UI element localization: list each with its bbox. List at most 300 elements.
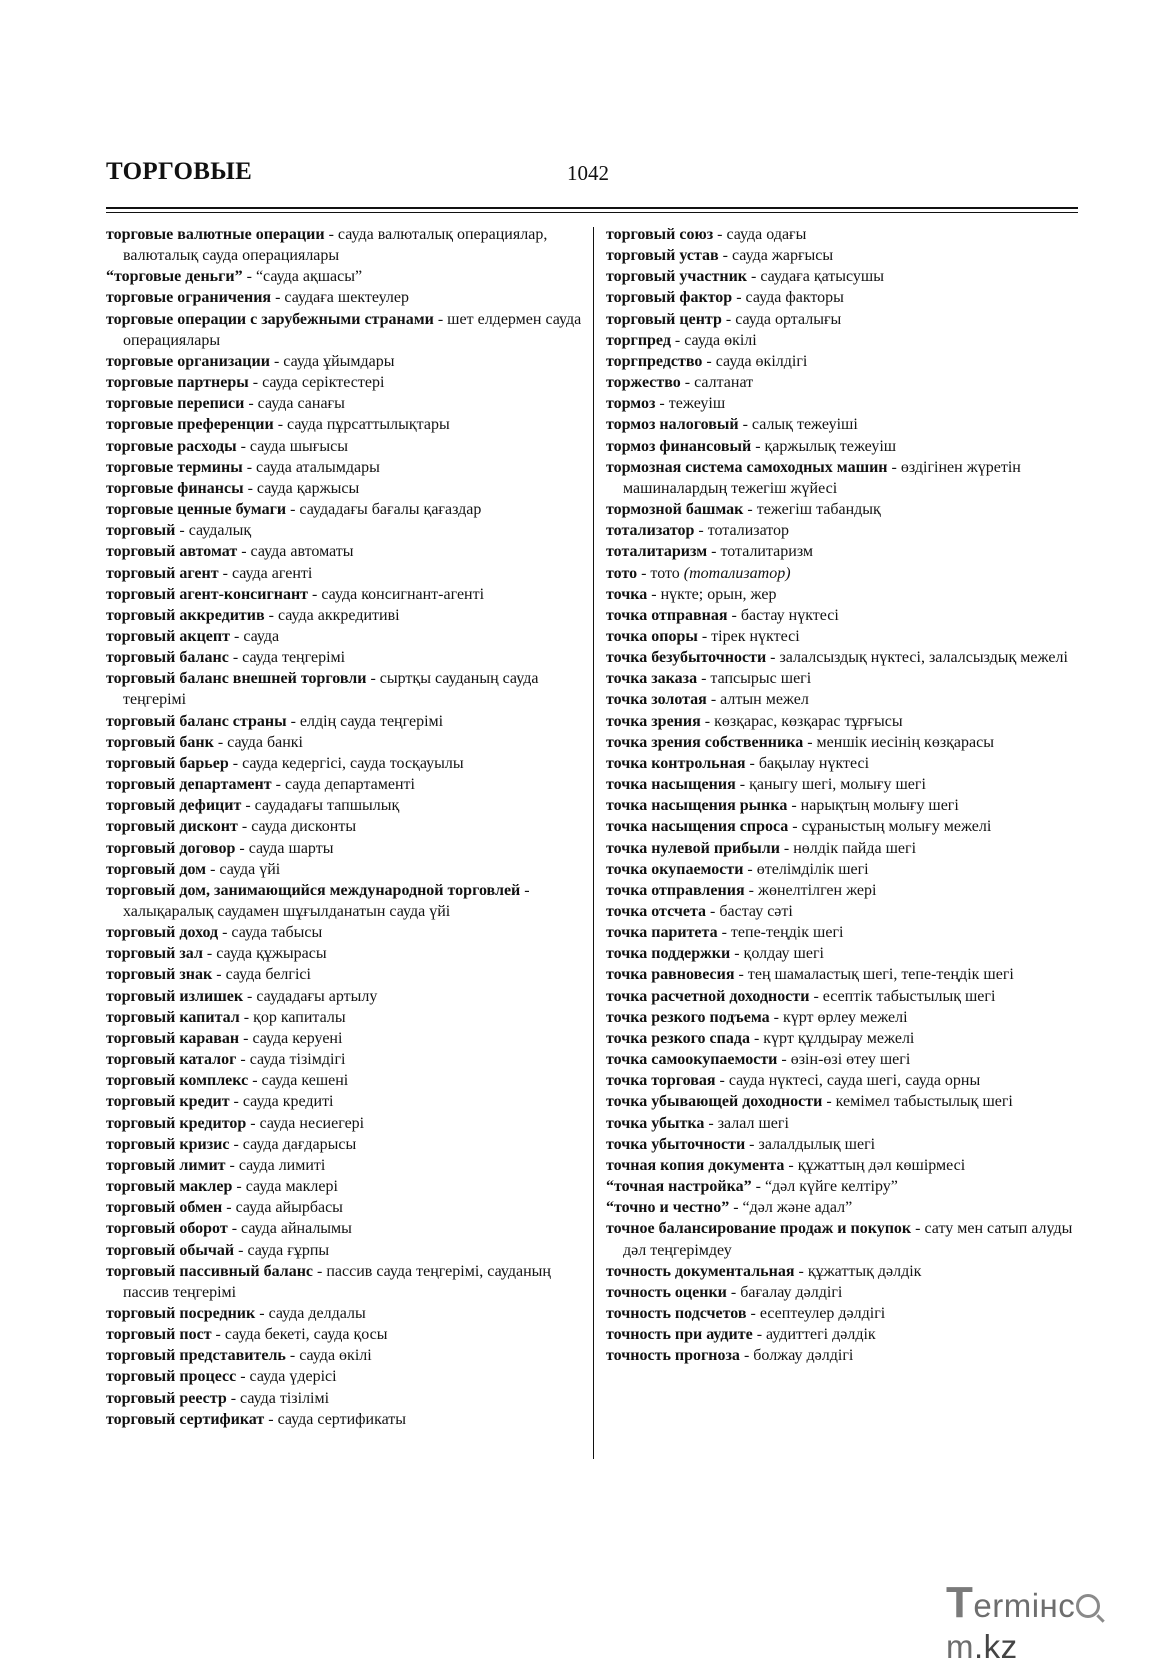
dictionary-entry xyxy=(606,1049,1076,1070)
entry-definition: - сауда кешені xyxy=(248,1072,349,1090)
entry-definition: - сауда өкілі xyxy=(670,331,757,349)
entry-term: торговые партнеры xyxy=(106,374,249,392)
entry-definition: - нарықтың молығу шегі xyxy=(787,797,959,815)
entry-definition: - қаныгу шегі, молығу шегі xyxy=(735,776,926,794)
entry-definition: - сауда факторы xyxy=(732,289,844,307)
entry-definition: - сауда серіктестері xyxy=(248,374,385,392)
entry-definition: - сауда бекеті, сауда қосы xyxy=(211,1326,388,1344)
entry-definition: - сауда лимиті xyxy=(225,1156,326,1174)
entry-definition: - өзін-өзі өтеу шегі xyxy=(777,1051,911,1069)
column-divider xyxy=(593,227,594,1459)
entry-definition: - тоталитаризм xyxy=(707,543,814,561)
entry-definition: - сауда орталығы xyxy=(721,310,842,328)
entry-definition: - сауда белгісі xyxy=(212,966,311,984)
dictionary-entry xyxy=(606,1091,1076,1112)
entry-definition: - сауда тізімдігі xyxy=(236,1051,346,1069)
entry-definition: - саудаға шектеулер xyxy=(271,289,409,307)
entry-term: точка xyxy=(606,585,648,603)
dictionary-entry xyxy=(606,1028,1076,1049)
entry-term: точка паритета xyxy=(606,924,718,942)
entry-term: точка убыточности xyxy=(606,1135,746,1153)
dictionary-entry xyxy=(106,351,591,372)
dictionary-entry xyxy=(606,1218,1076,1260)
dictionary-entry xyxy=(106,774,591,795)
dictionary-entry xyxy=(606,689,1076,710)
entry-term: торговый xyxy=(106,522,176,540)
dictionary-entry xyxy=(106,266,591,287)
entry-term: точка убывающей доходности xyxy=(606,1093,823,1111)
entry-definition: - тежеуіш xyxy=(655,395,726,413)
entry-definition: - сауда консигнант-агенті xyxy=(308,585,485,603)
entry-term: торговый пост xyxy=(106,1326,212,1344)
entry-term: торговый излишек xyxy=(106,987,244,1005)
entry-term: торговые переписи xyxy=(106,395,245,413)
page-number: 1042 xyxy=(567,161,609,185)
entry-definition: - сауда айналымы xyxy=(227,1220,352,1238)
entry-definition: - нөлдік пайда шегі xyxy=(779,839,917,857)
entry-term: тотализатор xyxy=(606,522,695,540)
dictionary-entry xyxy=(106,499,591,520)
entry-definition: - сыртқы сауданың сауда теңгерімі xyxy=(123,670,539,709)
entry-definition: - тотализатор xyxy=(694,522,790,540)
entry-definition: - сауда айырбасы xyxy=(222,1199,343,1217)
dictionary-entry xyxy=(106,457,591,478)
entry-definition: - сұраныстың молығу межелі xyxy=(788,818,992,836)
entry-term: торговый обычай xyxy=(106,1241,235,1259)
entry-term: тоталитаризм xyxy=(606,543,708,561)
entry-definition: - қаржылық тежеуіш xyxy=(751,437,897,455)
entry-term: торговый кредит xyxy=(106,1093,230,1111)
entry-definition: - бақылау нүктесі xyxy=(745,754,870,772)
dictionary-entry xyxy=(606,986,1076,1007)
dictionary-entry xyxy=(606,774,1076,795)
dictionary-entry xyxy=(106,1324,591,1345)
entry-term: тормоз финансовый xyxy=(606,437,752,455)
dictionary-entry xyxy=(606,1070,1076,1091)
entry-definition: - сауда несиегері xyxy=(246,1114,365,1132)
entry-definition: - сауда одағы xyxy=(713,226,807,243)
dictionary-entry xyxy=(606,1197,1076,1218)
entry-term: точка резкого подъема xyxy=(606,1008,770,1026)
dictionary-entry xyxy=(606,964,1076,985)
entry-definition: - саудадағы бағалы қағаздар xyxy=(286,501,482,519)
dictionary-entry xyxy=(106,943,591,964)
entry-term: торговый баланс внешней торговли xyxy=(106,670,367,688)
entry-term: торговый дефицит xyxy=(106,797,242,815)
watermark-text-1: ermінс xyxy=(973,1587,1076,1624)
entry-term: точка расчетной доходности xyxy=(606,987,810,1005)
entry-definition: - сауда үйі xyxy=(206,860,281,878)
entry-definition: - залалдылық шегі xyxy=(745,1135,876,1153)
entry-definition: - нүкте; орын, жер xyxy=(647,585,777,603)
entry-definition: - салық тежеуіші xyxy=(738,416,858,434)
entry-term: торговый банк xyxy=(106,733,214,751)
entry-term: торговый процесс xyxy=(106,1368,237,1386)
dictionary-entry xyxy=(106,1261,591,1303)
dictionary-entry xyxy=(106,816,591,837)
dictionary-entry xyxy=(606,457,1076,499)
dictionary-entry xyxy=(106,1134,591,1155)
dictionary-entry xyxy=(606,330,1076,351)
entry-definition: - сауда аталымдары xyxy=(242,458,380,476)
entry-note: (тотализатор) xyxy=(683,564,791,582)
dictionary-entry xyxy=(606,520,1076,541)
entry-definition: - күрт өрлеу межелі xyxy=(769,1008,908,1026)
dictionary-entry xyxy=(606,753,1076,774)
dictionary-entry xyxy=(106,668,591,710)
entry-definition: - есептік табыстылық шегі xyxy=(809,987,996,1005)
dictionary-entry xyxy=(606,901,1076,922)
dictionary-entry xyxy=(606,859,1076,880)
entry-term: торговые финансы xyxy=(106,479,244,497)
header-rule-thick xyxy=(106,207,1078,209)
dictionary-entry xyxy=(606,414,1076,435)
entry-term: торговый посредник xyxy=(106,1304,256,1322)
entry-definition: - саудалық xyxy=(175,522,252,540)
entry-term: торговый фактор xyxy=(606,289,733,307)
dictionary-entry xyxy=(606,795,1076,816)
entry-definition: - сауда маклері xyxy=(232,1178,338,1196)
entry-definition: - залал шегі xyxy=(704,1114,789,1132)
entry-definition: - бағалау дәлдігі xyxy=(726,1283,843,1301)
dictionary-entry xyxy=(606,541,1076,562)
dictionary-entry xyxy=(106,1070,591,1091)
entry-definition: - сауда делдалы xyxy=(255,1304,366,1322)
entry-term: точка самоокупаемости xyxy=(606,1051,778,1069)
dictionary-entry xyxy=(606,372,1076,393)
dictionary-entry xyxy=(606,1345,1076,1366)
entry-definition: - халықаралық саудамен шұғылданатын сауда үйі xyxy=(123,881,530,920)
entry-term: торговый договор xyxy=(106,839,236,857)
entry-definition: - құжаттың дәл көшірмесі xyxy=(784,1156,966,1174)
entry-definition: - сауда xyxy=(229,627,280,645)
dictionary-entry xyxy=(606,1007,1076,1028)
entry-term: тото xyxy=(606,564,638,582)
dictionary-entry xyxy=(606,584,1076,605)
entry-term: торговый департамент xyxy=(106,776,272,794)
entry-term: точность при аудите xyxy=(606,1326,753,1344)
entry-term: точка поддержки xyxy=(606,945,731,963)
dictionary-entry xyxy=(606,922,1076,943)
dictionary-entry xyxy=(106,309,591,351)
entry-term: торговый акцепт xyxy=(106,627,230,645)
entry-term: торговый участник xyxy=(606,268,748,286)
dictionary-entry xyxy=(106,541,591,562)
entry-definition: - сауда табысы xyxy=(218,924,323,942)
dictionary-entry xyxy=(606,436,1076,457)
entry-definition: - сату мен сатып алуды дәл теңгерімдеу xyxy=(623,1220,1073,1259)
dictionary-entry xyxy=(106,986,591,1007)
entry-term: точка резкого спада xyxy=(606,1029,750,1047)
entry-term: торговый пассивный баланс xyxy=(106,1262,314,1280)
dictionary-entry xyxy=(106,838,591,859)
entry-definition: - сауда кедергісі, сауда тосқауылы xyxy=(228,754,464,772)
dictionary-entry xyxy=(606,393,1076,414)
entry-term: торговые термины xyxy=(106,458,243,476)
dictionary-entry xyxy=(606,309,1076,330)
entry-definition: - бастау сәті xyxy=(706,903,793,920)
page-header-title: ТОРГОВЫЕ xyxy=(106,158,253,185)
entry-term: тормозная система самоходных машин xyxy=(606,458,888,476)
entry-definition: - сауда валюталық операциялар, валюталық сауда операциялары xyxy=(123,226,548,265)
entry-term: торговый дом, занимающийся международной торговлей xyxy=(106,881,521,899)
dictionary-entry xyxy=(606,880,1076,901)
entry-definition: - сауда пұрсаттылықтары xyxy=(273,416,450,434)
entry-term: торгпред xyxy=(606,331,671,349)
entry-term: торговый устав xyxy=(606,247,719,265)
entry-definition: - өздігінен жүретін машиналардың тежегіш жүйесі xyxy=(623,458,1021,497)
entry-term: торговые преференции xyxy=(106,416,274,434)
entry-term: торговый агент xyxy=(106,564,219,582)
entry-term: точка насыщения xyxy=(606,776,736,794)
entry-definition: - тепе-теңдік шегі xyxy=(717,924,844,942)
dictionary-entry xyxy=(606,1155,1076,1176)
entry-term: тормоз налоговый xyxy=(606,416,739,434)
dictionary-entry xyxy=(106,478,591,499)
entry-definition: - сауда шарты xyxy=(235,839,334,857)
dictionary-entry xyxy=(606,626,1076,647)
entry-term: точка отправления xyxy=(606,881,745,899)
dictionary-entry xyxy=(106,584,591,605)
dictionary-entry xyxy=(606,351,1076,372)
entry-term: точка заказа xyxy=(606,670,698,688)
dictionary-entry xyxy=(606,499,1076,520)
entry-term: торговые валютные операции xyxy=(106,226,325,243)
entry-term: точка нулевой прибыли xyxy=(606,839,780,857)
entry-term: торговый зал xyxy=(106,945,203,963)
entry-term: торговый реестр xyxy=(106,1389,227,1407)
entry-term: торгпредство xyxy=(606,352,703,370)
entry-definition: - сауда агенті xyxy=(218,564,313,582)
entry-definition: - тең шамаластық шегі, тепе-теңдік шегі xyxy=(734,966,1014,984)
dictionary-entry xyxy=(606,1134,1076,1155)
entry-definition: - сауда жарғысы xyxy=(718,247,834,265)
entry-term: точка насыщения спроса xyxy=(606,818,789,836)
entry-term: точка зрения xyxy=(606,712,701,730)
entry-term: торговый лимит xyxy=(106,1156,226,1174)
entry-definition: - бастау нүктесі xyxy=(727,606,839,624)
entry-term: торговый сертификат xyxy=(106,1410,265,1428)
entry-definition: - саудаға қатысушы xyxy=(747,268,884,286)
entry-term: тормозной башмак xyxy=(606,501,744,519)
header-rule-thin xyxy=(106,212,1078,213)
dictionary-entry xyxy=(606,245,1076,266)
dictionary-entry xyxy=(106,1303,591,1324)
entry-definition: - тото xyxy=(637,564,684,582)
entry-term: точка торговая xyxy=(606,1072,716,1090)
dictionary-entry xyxy=(606,1282,1076,1303)
dictionary-entry xyxy=(106,1155,591,1176)
entry-term: торговый дисконт xyxy=(106,818,238,836)
entry-definition: - “дәл күйге келтіру” xyxy=(751,1178,898,1196)
dictionary-entry xyxy=(606,563,1076,584)
dictionary-entry xyxy=(106,436,591,457)
dictionary-entry xyxy=(106,287,591,308)
entry-term: торговый маклер xyxy=(106,1178,233,1196)
dictionary-entry xyxy=(106,1049,591,1070)
termincom-watermark-logo xyxy=(946,1578,1158,1666)
entry-term: торговые расходы xyxy=(106,437,237,455)
entry-term: точность оценки xyxy=(606,1283,727,1301)
entry-definition: - тірек нүктесі xyxy=(697,627,800,645)
entry-term: торговый автомат xyxy=(106,543,238,561)
dictionary-entry xyxy=(106,563,591,584)
entry-term: тормоз xyxy=(606,395,656,413)
entry-term: точка убытка xyxy=(606,1114,705,1132)
entry-term: торговый капитал xyxy=(106,1008,240,1026)
entry-definition: - меншік иесінің көзқарасы xyxy=(803,733,994,751)
entry-term: торговые ценные бумаги xyxy=(106,501,287,519)
entry-term: торговый комплекс xyxy=(106,1072,249,1090)
dictionary-entry xyxy=(106,1091,591,1112)
dictionary-entry xyxy=(106,711,591,732)
dictionary-entry xyxy=(606,816,1076,837)
entry-definition: - есептеулер дәлдігі xyxy=(746,1304,886,1322)
entry-definition: - сауда үдерісі xyxy=(236,1368,337,1386)
dictionary-entry xyxy=(106,393,591,414)
dictionary-entry xyxy=(106,1218,591,1239)
dictionary-entry xyxy=(606,647,1076,668)
watermark-text-3: .kz xyxy=(974,1628,1018,1665)
dictionary-entry xyxy=(606,266,1076,287)
dictionary-entry xyxy=(106,922,591,943)
dictionary-entry xyxy=(106,1388,591,1409)
dictionary-entry xyxy=(606,1303,1076,1324)
entry-definition: - салтанат xyxy=(680,374,754,392)
entry-definition: - сауда нүктесі, сауда шегі, сауда орны xyxy=(715,1072,981,1090)
entry-term: точка окупаемости xyxy=(606,860,744,878)
dictionary-entry xyxy=(106,647,591,668)
dictionary-entry xyxy=(106,626,591,647)
entry-term: торговый обмен xyxy=(106,1199,223,1217)
dictionary-entry xyxy=(106,964,591,985)
entry-definition: - сауда құжырасы xyxy=(202,945,327,963)
entry-term: торговый оборот xyxy=(106,1220,228,1238)
magnifier-icon xyxy=(1076,1594,1100,1618)
entry-definition: - елдің сауда теңгерімі xyxy=(286,712,444,730)
dictionary-entry xyxy=(606,732,1076,753)
dictionary-entry xyxy=(606,1113,1076,1134)
entry-definition: - қор капиталы xyxy=(239,1008,346,1026)
entry-term: точка насыщения рынка xyxy=(606,797,788,815)
entry-definition: - аудиттегі дәлдік xyxy=(752,1326,876,1344)
entry-term: торговые ограничения xyxy=(106,289,272,307)
entry-definition: - сауда ғұрпы xyxy=(234,1241,330,1259)
entry-term: точное балансирование продаж и покупок xyxy=(606,1220,912,1238)
dictionary-entry xyxy=(606,287,1076,308)
entry-term: “точно и честно” xyxy=(606,1199,730,1217)
dictionary-entry xyxy=(106,859,591,880)
entry-definition: - сауда шығысы xyxy=(236,437,348,455)
entry-definition: - сауда сертификаты xyxy=(264,1410,407,1428)
entry-definition: - “сауда ақшасы” xyxy=(242,268,363,286)
entry-term: точка равновесия xyxy=(606,966,735,984)
entry-definition: - сауда аккредитиві xyxy=(264,606,400,624)
entry-term: торговый барьер xyxy=(106,754,229,772)
dictionary-entry xyxy=(606,668,1076,689)
entry-definition: - сауда банкі xyxy=(213,733,303,751)
entry-definition: - сауда қаржысы xyxy=(243,479,360,497)
dictionary-entry xyxy=(606,605,1076,626)
left-column xyxy=(106,224,591,1430)
dictionary-entry xyxy=(106,795,591,816)
dictionary-entry xyxy=(106,224,591,266)
entry-definition: - залалсыздық нүктесі, залалсыздық межелі xyxy=(766,649,1068,667)
entry-term: торговый знак xyxy=(106,966,213,984)
entry-definition: - күрт құлдырау межелі xyxy=(749,1029,915,1047)
entry-term: торговые организации xyxy=(106,352,270,370)
entry-term: “торговые деньги” xyxy=(106,268,243,286)
entry-definition: - сауда өкілі xyxy=(285,1347,372,1365)
entry-term: торговый баланс страны xyxy=(106,712,287,730)
entry-term: точка безубыточности xyxy=(606,649,767,667)
entry-definition: - “дәл және адал” xyxy=(729,1199,853,1217)
entry-definition: - сауда ұйымдары xyxy=(269,352,395,370)
entry-definition: - тапсырыс шегі xyxy=(697,670,812,688)
entry-term: торговый дом xyxy=(106,860,207,878)
entry-definition: - құжаттық дәлдік xyxy=(794,1262,922,1280)
entry-definition: - сауда департаменті xyxy=(271,776,415,794)
dictionary-entry xyxy=(106,520,591,541)
entry-term: точность документальная xyxy=(606,1262,795,1280)
right-column xyxy=(606,224,1076,1366)
entry-definition: - сауда дағдарысы xyxy=(229,1135,357,1153)
dictionary-entry xyxy=(106,1197,591,1218)
dictionary-entry xyxy=(606,224,1076,245)
entry-term: торговый союз xyxy=(606,226,714,243)
dictionary-entry xyxy=(606,838,1076,859)
entry-definition: - алтын межел xyxy=(706,691,809,709)
entry-term: точка зрения собственника xyxy=(606,733,804,751)
entry-definition: - болжау дәлдігі xyxy=(739,1347,854,1365)
entry-definition: - жөнелтілген жері xyxy=(744,881,877,899)
watermark-text-2: m xyxy=(946,1628,974,1665)
entry-term: торговый кризис xyxy=(106,1135,230,1153)
dictionary-entry xyxy=(106,1345,591,1366)
entry-definition: - саудадағы артылу xyxy=(243,987,378,1005)
dictionary-entry xyxy=(106,1240,591,1261)
entry-definition: - пассив сауда теңгерімі, сауданың пассив теңгерімі xyxy=(123,1262,551,1301)
entry-definition: - сауда теңгерімі xyxy=(228,649,346,667)
watermark-initial: T xyxy=(946,1578,974,1627)
dictionary-entry xyxy=(606,1176,1076,1197)
entry-definition: - қолдау шегі xyxy=(730,945,824,963)
dictionary-entry xyxy=(106,753,591,774)
dictionary-entry xyxy=(106,372,591,393)
entry-definition: - кемімел табыстылық шегі xyxy=(822,1093,1013,1111)
dictionary-entry xyxy=(106,605,591,626)
entry-term: торговый аккредитив xyxy=(106,606,265,624)
entry-definition: - саудадағы тапшылық xyxy=(241,797,400,815)
entry-term: точка отправная xyxy=(606,606,728,624)
entry-term: торговые операции с зарубежными странами xyxy=(106,310,434,328)
dictionary-entry xyxy=(106,1366,591,1387)
entry-term: торжество xyxy=(606,374,681,392)
dictionary-entry xyxy=(106,1113,591,1134)
entry-definition: - сауда тізілімі xyxy=(226,1389,330,1407)
entry-term: торговый агент-консигнант xyxy=(106,585,309,603)
entry-term: торговый баланс xyxy=(106,649,229,667)
entry-term: “точная настройка” xyxy=(606,1178,752,1196)
entry-term: торговый караван xyxy=(106,1029,240,1047)
dictionary-entry xyxy=(106,1409,591,1430)
entry-definition: - өтелімділік шегі xyxy=(743,860,869,878)
dictionary-entry xyxy=(606,943,1076,964)
entry-term: точка отсчета xyxy=(606,903,707,920)
entry-definition: - сауда кредиті xyxy=(229,1093,334,1111)
dictionary-entry xyxy=(106,732,591,753)
dictionary-entry xyxy=(606,1261,1076,1282)
